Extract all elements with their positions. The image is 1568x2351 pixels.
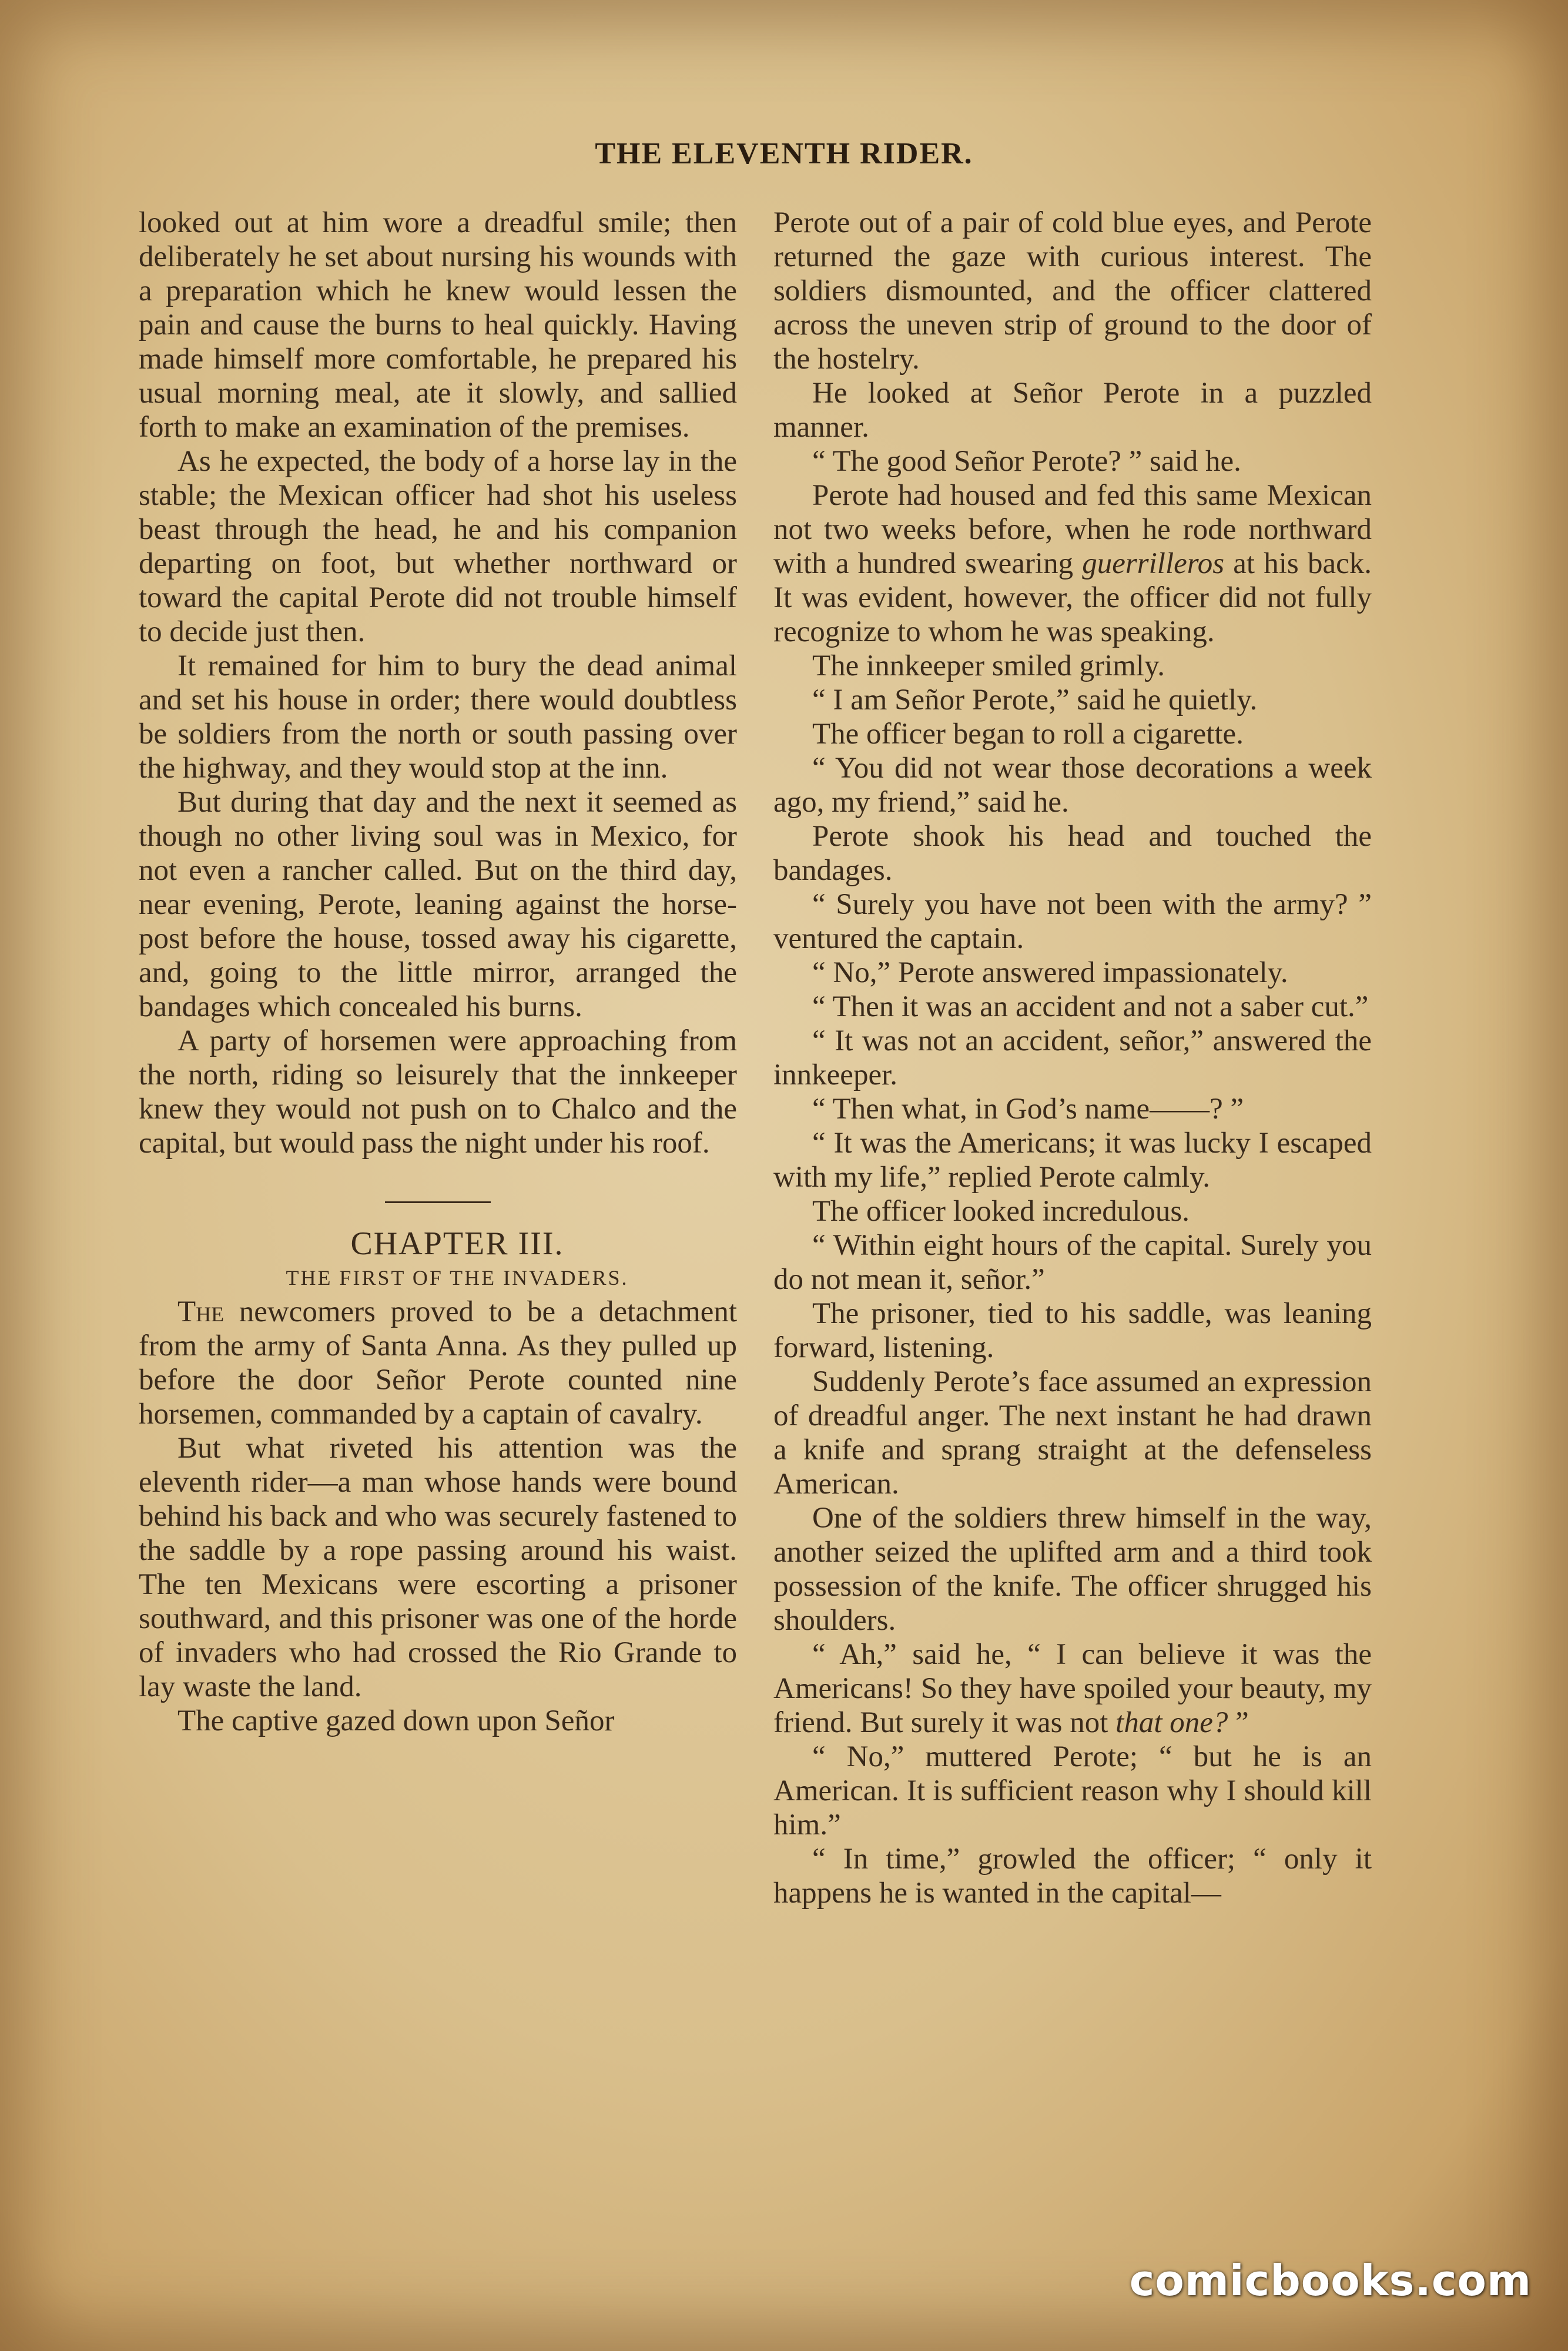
paragraph: “ Then it was an accident and not a saber cut.”: [812, 990, 1369, 1023]
paragraph: The prisoner, tied to his saddle, was leaning forward, listening.: [773, 1297, 1372, 1364]
right-column: [773, 206, 1372, 1910]
lead-word: The: [177, 1295, 225, 1328]
paragraph: As he expected, the body of a horse lay in the stable; the Mexican officer had shot his useless beast through the head, he and his companion departing on foot, but whether northward or toward the capital Perote did not trouble himself to decide just then.: [139, 445, 737, 648]
paragraph-text: ”: [1228, 1706, 1249, 1739]
paragraph: But during that day and the next it seemed as though no other living soul was in Mexico, for not even a rancher called. But on the third day, near evening, Perote, leaning against the horse-post before the house, tossed away his cigarette, and, going to the little mirror, arranged the bandages which concealed his burns.: [139, 786, 737, 1023]
paragraph: “ Surely you have not been with the army? ” ventured the captain.: [773, 888, 1372, 955]
paragraph: Perote shook his head and touched the bandages.: [773, 820, 1372, 887]
paragraph: It remained for him to bury the dead animal and set his house in order; there would doubtless be soldiers from the north or south passing over the highway, and they would stop at the inn.: [139, 649, 737, 785]
paragraph: “ The good Señor Perote? ” said he.: [812, 445, 1241, 478]
paragraph: “ In time,” growled the officer; “ only it happens he is wanted in the capital—: [773, 1843, 1372, 1910]
paragraph: Suddenly Perote’s face assumed an expression of dreadful anger. The next instant he had drawn a knife and sprang straight at the defenseless American.: [773, 1365, 1372, 1501]
left-column: [139, 206, 737, 1738]
paragraph-text: newcomers proved to be a detachment from the army of Santa Anna. As they pulled up before the door Señor Perote counted nine horsemen, commanded by a captain of cavalry.: [139, 1295, 737, 1431]
section-divider: [385, 1201, 491, 1203]
paragraph: [773, 478, 1372, 649]
italic-word: that one?: [1115, 1706, 1228, 1739]
chapter-title: CHAPTER III.: [350, 1225, 564, 1262]
paragraph-text: Perote had housed and fed this same Mexican not two weeks before, when he rode northward with a hundred swearing: [773, 479, 1372, 580]
paragraph: looked out at him wore a dreadful smile; then deliberately he set about nursing his wounds with a preparation which he knew would lessen the pain and cause the burns to heal quickly. Having made himself more comfortable, he prepared his usual morning meal, ate it slowly, and sallied forth to make an examination of the premises.: [139, 206, 737, 444]
paragraph: “ I am Señor Perote,” said he quietly.: [812, 684, 1258, 716]
paragraph: “ Then what, in God’s name——? ”: [812, 1093, 1244, 1126]
paragraph: He looked at Señor Perote in a puzzled manner.: [773, 377, 1372, 444]
italic-word: guerrilleros: [1082, 547, 1225, 580]
paragraph: Perote out of a pair of cold blue eyes, and Perote returned the gaze with curious interest. The soldiers dismounted, and the officer clattered across the uneven strip of ground to the door of the hostelry.: [773, 206, 1372, 376]
watermark: comicbooks.com: [1129, 2256, 1532, 2305]
paragraph: [139, 1295, 737, 1431]
paragraph: “ Within eight hours of the capital. Surely you do not mean it, señor.”: [773, 1229, 1372, 1296]
paragraph-text: at his back. It was evident, however, the officer did not fully recognize to whom he was speaking.: [773, 547, 1372, 648]
paragraph: The innkeeper smiled grimly.: [812, 649, 1165, 682]
paragraph: One of the soldiers threw himself in the way, another seized the uplifted arm and a third took possession of the knife. The officer shrugged his shoulders.: [773, 1502, 1372, 1637]
paragraph: The officer began to roll a cigarette.: [812, 718, 1244, 751]
paragraph: “ It was not an accident, señor,” answered the innkeeper.: [773, 1024, 1372, 1091]
paragraph: But what riveted his attention was the eleventh rider—a man whose hands were bound behind his back and who was securely fastened to the saddle by a rope passing around his waist. The ten Mexicans were escorting a prisoner southward, and this prisoner was one of the horde of invaders who had crossed the Rio Grande to lay waste the land.: [139, 1432, 737, 1703]
paragraph: A party of horsemen were approaching from the north, riding so leisurely that the innkeeper knew they would not push on to Chalco and the capital, but would pass the night under his roof.: [139, 1024, 737, 1160]
paragraph-text: “ Ah,” said he, “ I can believe it was the Americans! So they have spoiled your beauty, my friend. But surely it was not: [773, 1638, 1372, 1739]
running-head: THE ELEVENTH RIDER.: [595, 137, 973, 170]
paragraph: “ It was the Americans; it was lucky I escaped with my life,” replied Perote calmly.: [773, 1127, 1372, 1194]
paragraph: “ You did not wear those decorations a week ago, my friend,” said he.: [773, 752, 1372, 819]
paragraph: [773, 1637, 1372, 1740]
chapter-subtitle: THE FIRST OF THE INVADERS.: [286, 1266, 629, 1290]
paragraph: The officer looked incredulous.: [812, 1195, 1190, 1228]
paragraph: “ No,” Perote answered impassionately.: [812, 956, 1288, 989]
paragraph: “ No,” muttered Perote; “ but he is an American. It is sufficient reason why I should kill him.”: [773, 1740, 1372, 1841]
paragraph: The captive gazed down upon Señor: [177, 1704, 615, 1737]
